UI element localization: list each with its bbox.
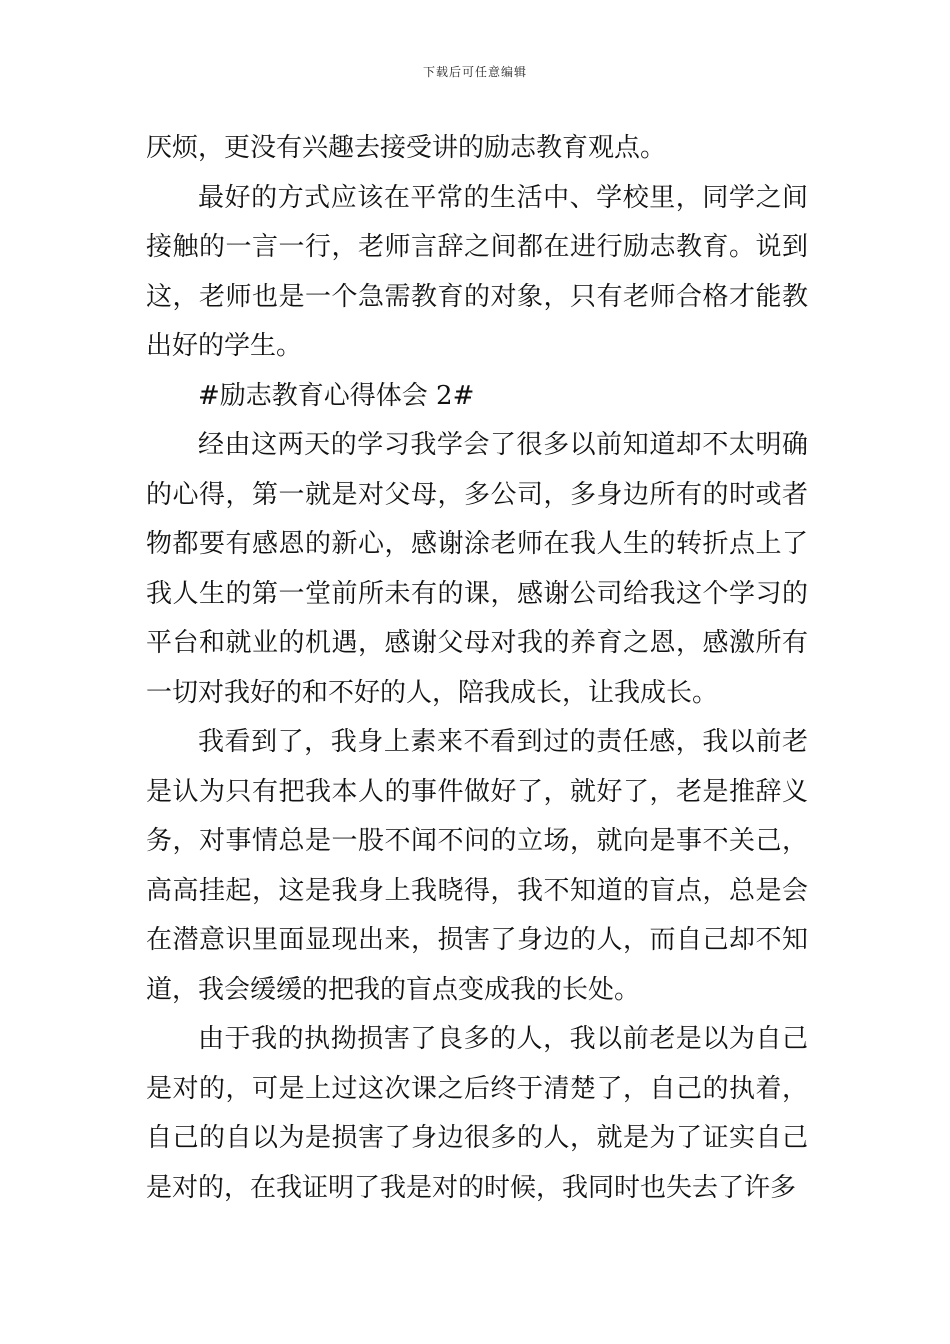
document-body (146, 124, 808, 1213)
paragraph: 最好的方式应该在平常的生活中、学校里，同学之间接触的一言一行，老师言辞之间都在进行励志教育。说到这，老师也是一个急需教育的对象，只有老师合格才能教出好的学生。 (146, 182, 808, 361)
page-header-note: 下载后可任意编辑 (422, 65, 527, 79)
section-heading: #励志教育心得体会 2# (198, 380, 475, 411)
paragraph: 我看到了，我身上素来不看到过的责任感，我以前老是认为只有把我本人的事件做好了，就好了，老是推辞义务，对事情总是一股不闻不问的立场，就向是事不关己，高高挂起，这是我身上我晓得，我不知道的盲点，总是会在潜意识里面显现出来，损害了身边的人，而自己却不知道，我会缓缓的把我的盲点变成我的长处。 (146, 727, 808, 1005)
paragraph-continuation: 厌烦，更没有兴趣去接受讲的励志教育观点。 (146, 133, 667, 163)
paragraph: 由于我的执拗损害了良多的人，我以前老是以为自己是对的，可是上过这次课之后终于清楚了，自己的执着，自己的自以为是损害了身边很多的人，就是为了证实自己是对的，在我证明了我是对的时候，我同时也失去了许多 (146, 1024, 808, 1203)
paragraph: 经由这两天的学习我学会了很多以前知道却不太明确的心得，第一就是对父母，多公司，多身边所有的时或者物都要有感恩的新心，感谢涂老师在我人生的转折点上了我人生的第一堂前所未有的课，感谢公司给我这个学习的平台和就业的机遇，感谢父母对我的养育之恩，感激所有一切对我好的和不好的人，陪我成长，让我成长。 (146, 430, 808, 708)
